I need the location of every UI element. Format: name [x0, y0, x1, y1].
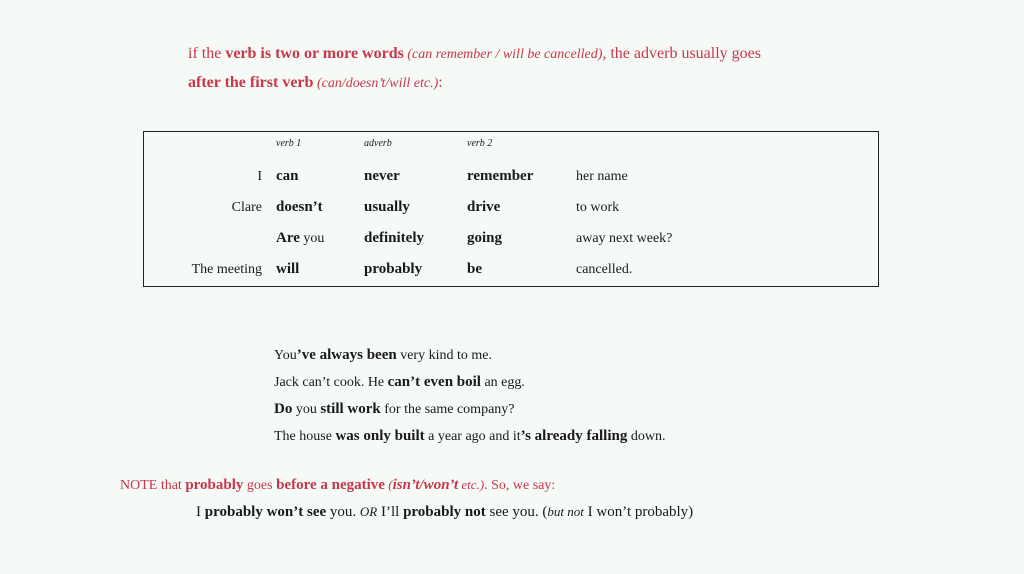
intro-italic-verbs: (can/doesn’t/will etc.): [313, 76, 439, 91]
table-row-subject: The meeting: [191, 262, 262, 277]
table-row-rest: cancelled.: [576, 262, 633, 277]
table-row-verb2: going: [467, 230, 503, 246]
table-row-verb2: be: [467, 261, 482, 277]
table-row-verb1: Are you: [276, 230, 325, 246]
table-row-verb2: drive: [467, 199, 501, 215]
table-row-subject: I: [257, 169, 262, 184]
table-row-verb1: doesn’t: [276, 199, 323, 215]
table-row-rest: to work: [576, 200, 620, 215]
table-row-rest: her name: [576, 169, 628, 184]
table-row-adverb: probably: [364, 261, 423, 277]
table-row-adverb: usually: [364, 199, 410, 215]
example-sentence: The house was only built a year ago and it’s already falling down.: [274, 428, 666, 444]
table-row-verb1: can: [276, 168, 299, 184]
header-verb1: verb 1: [276, 138, 302, 149]
note-example-sentence: I probably won’t see you. OR I’ll probably not see you. (but not I won’t probably): [196, 504, 694, 520]
intro-paragraph: [188, 40, 888, 98]
header-verb2: verb 2: [467, 138, 493, 149]
intro-bold-verb-rule: verb is two or more words: [225, 45, 404, 62]
note-bold-probably: probably: [185, 477, 244, 493]
header-adverb: adverb: [364, 138, 392, 149]
table-row-verb2: remember: [467, 168, 534, 184]
verb-adverb-table: [143, 131, 879, 287]
table-row-subject: Clare: [231, 200, 262, 215]
note-bold-before-negative: before a negative: [276, 477, 385, 493]
table-row-adverb: never: [364, 168, 400, 184]
table-row-rest: away next week?: [576, 231, 673, 246]
example-sentence: Do you still work for the same company?: [274, 401, 515, 417]
table-row-verb1: will: [276, 261, 300, 277]
intro-bold-after-verb: after the first verb: [188, 74, 314, 91]
intro-text: if the: [188, 45, 226, 62]
example-sentence: Jack can’t cook. He can’t even boil an egg.: [274, 374, 525, 390]
note-paragraph: NOTE that probably goes before a negative (isn’t/won’t etc.). So, we say:: [120, 477, 556, 493]
intro-italic-examples: (can remember / will be cancelled): [403, 47, 603, 62]
intro-text: , the adverb usually goes: [602, 45, 761, 62]
example-sentence: You’ve always been very kind to me.: [274, 347, 492, 363]
intro-colon: :: [438, 74, 443, 91]
table-row-adverb: definitely: [364, 230, 424, 246]
example-sentences: [274, 342, 665, 450]
